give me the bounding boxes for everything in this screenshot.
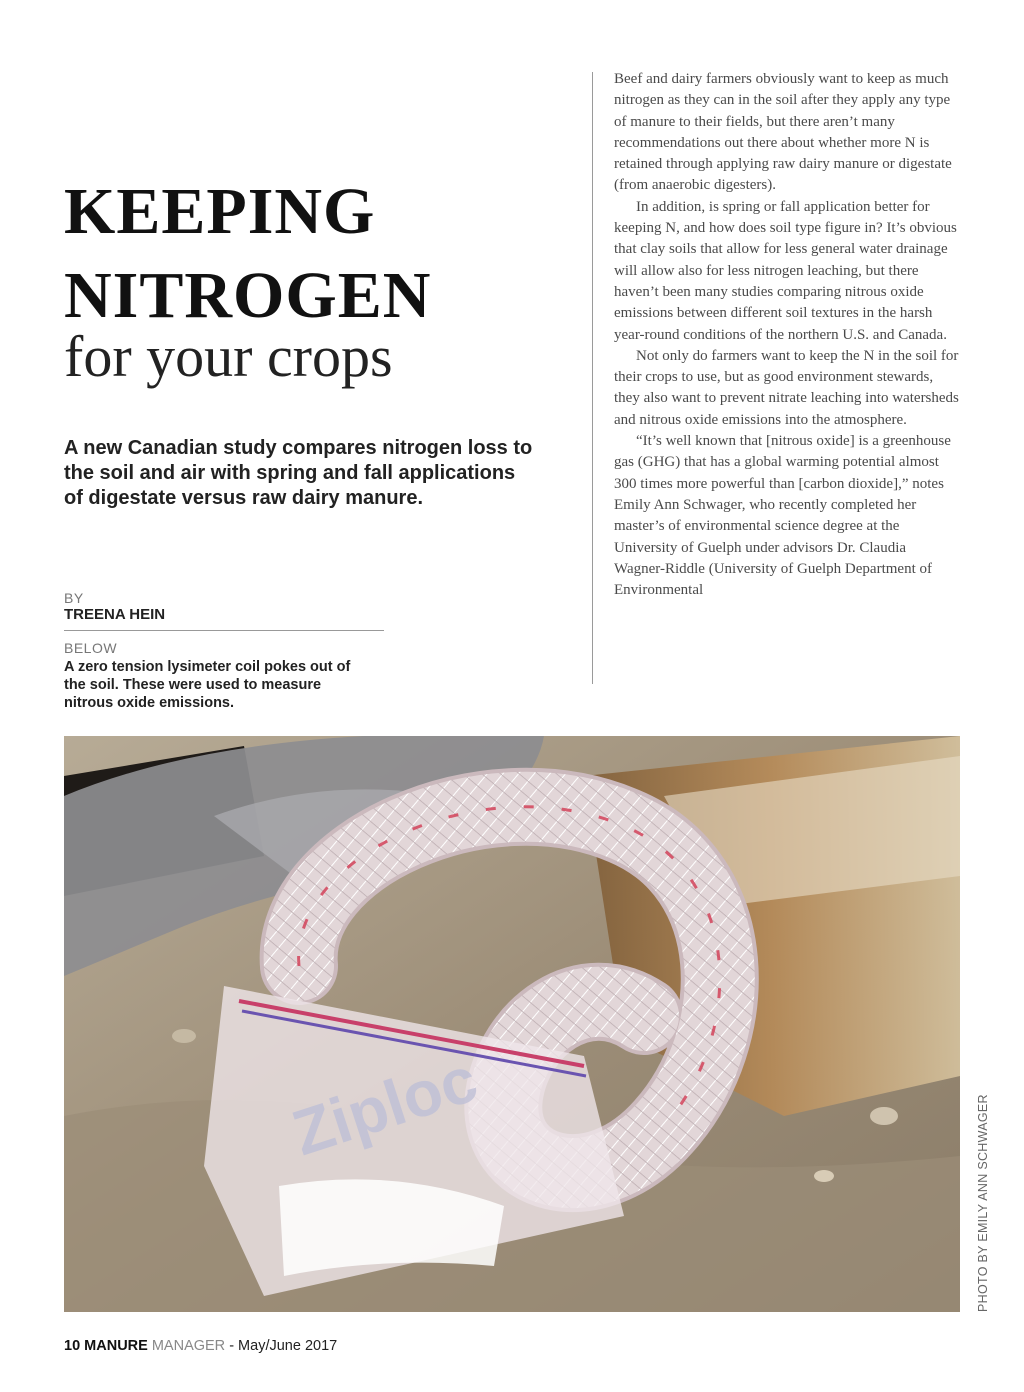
- magazine-name-part1: MANURE: [84, 1338, 148, 1354]
- issue-date: - May/June 2017: [229, 1338, 338, 1354]
- body-paragraph: “It’s well known that [nitrous oxide] is a greenhouse gas (GHG) that has a global warming potential almost 300 times more powerful than [carbon dioxide],” notes Emily Ann Schwager, who recently completed her master’s of environmental science degree at the University of Guelph under advisors Dr. Claudia Wagner-Riddle (University of Guelph Department of Environmental: [614, 433, 951, 599]
- title-line-2: NITROGEN: [64, 259, 432, 332]
- lysimeter-illustration: [64, 736, 960, 1312]
- body-paragraph: Not only do farmers want to keep the N in the soil for their crops to use, but as good environment stewards, they also want to prevent nitrate leaching into watersheds and nitrous oxide emissions into the atmosphere.: [614, 347, 959, 428]
- article-subtitle: for your crops: [64, 324, 393, 389]
- lysimeter-photo: [64, 736, 960, 1312]
- article-deck: A new Canadian study compares nitrogen loss to the soil and air with spring and fall applications of digestate versus raw dairy manure.: [64, 437, 533, 509]
- body-paragraph: Beef and dairy farmers obviously want to keep as much nitrogen as they can in the soil after they apply any type of manure to their fields, but there aren’t many recommendations out there about whether more N is retained through applying raw dairy manure or digestate (from anaerobic digesters).: [614, 71, 952, 194]
- body-paragraph: In addition, is spring or fall application better for keeping N, and how does soil type figure in? It’s obvious that clay soils that allow for less general water drainage will allow also for less nitrogen leaching, but there haven’t been many studies comparing nitrous oxide emissions between different soil textures in the harsh year-round conditions of the northern U.S. and Canada.: [614, 198, 957, 343]
- page-footer: [64, 1338, 337, 1354]
- title-line-1: KEEPING: [64, 175, 376, 248]
- column-divider: [592, 72, 593, 684]
- byline-author: TREENA HEIN: [64, 606, 166, 623]
- bag-label: Ziploc: [284, 1042, 486, 1170]
- magazine-name-part2: MANAGER: [151, 1338, 226, 1354]
- byline-label: BY: [64, 590, 84, 606]
- photo-caption: A zero tension lysimeter coil pokes out of the soil. These were used to measure nitrous oxide emissions.: [64, 659, 351, 711]
- article-body: [614, 69, 960, 601]
- photo-credit: PHOTO BY EMILY ANN SCHWAGER: [976, 1094, 990, 1312]
- byline-divider: [64, 630, 384, 631]
- article-title: [64, 170, 431, 338]
- caption-label: BELOW: [64, 640, 118, 656]
- page-number: 10: [64, 1338, 81, 1354]
